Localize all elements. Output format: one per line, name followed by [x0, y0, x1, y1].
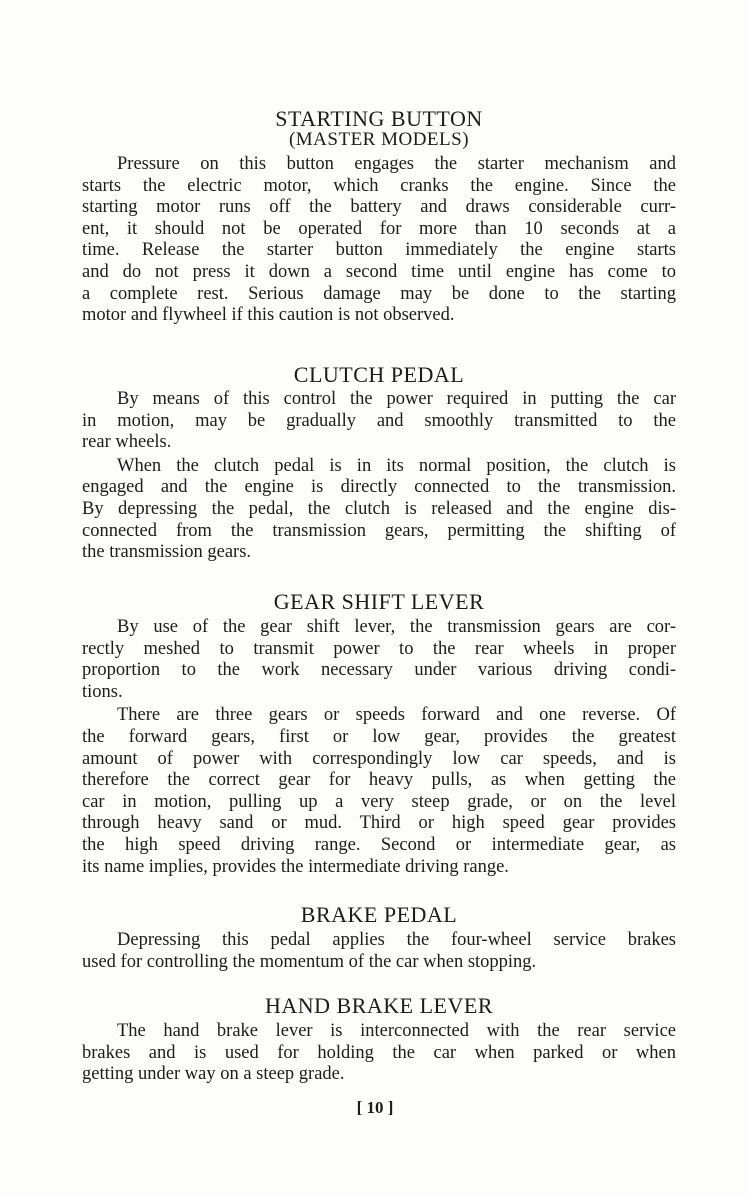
- text-line: By means of this control the power required in putting the car: [117, 389, 676, 409]
- section-starting-button: [82, 108, 676, 327]
- text-line: rectly meshed to transmit power to the rear wheels in proper: [82, 638, 676, 659]
- text-line: There are three gears or speeds forward and one reverse. Of: [117, 705, 676, 726]
- text-line: connected from the transmission gears, permitting the shifting of: [82, 520, 676, 541]
- text-line: a complete rest. Serious damage may be done to the starting: [82, 283, 676, 304]
- section-hand-brake-lever: [82, 995, 676, 1086]
- text-line: starting motor runs off the battery and draws considerable curr-: [82, 197, 676, 218]
- section-heading: BRAKE PEDAL: [300, 902, 458, 927]
- paragraph: [82, 1021, 676, 1086]
- text-line: the high speed driving range. Second or intermediate gear, as: [82, 834, 676, 855]
- text-line: engaged and the engine is directly connected to the transmission.: [82, 477, 676, 498]
- paragraph: [82, 930, 676, 973]
- section-brake-pedal: [82, 904, 676, 973]
- section-heading: GEAR SHIFT LEVER: [273, 589, 485, 614]
- text-line: proportion to the work necessary under various driving condi-: [82, 660, 676, 681]
- page-number: [ 10 ]: [356, 1098, 394, 1117]
- text-line: used for controlling the momentum of the car when stopping.: [82, 951, 537, 972]
- section-heading: CLUTCH PEDAL: [293, 362, 465, 387]
- text-line: starts the electric motor, which cranks the engine. Since the: [82, 175, 676, 196]
- text-line: time. Release the starter button immediately the engine starts: [82, 240, 676, 261]
- section-heading: STARTING BUTTON: [275, 106, 483, 131]
- text-line: therefore the correct gear for heavy pulls, as when getting the: [82, 770, 676, 791]
- text-line: ent, it should not be operated for more than 10 seconds at a: [82, 218, 676, 239]
- text-line: tions.: [82, 681, 123, 702]
- paragraph: [82, 154, 676, 327]
- section-clutch-pedal: [82, 364, 676, 564]
- paragraph: [82, 456, 676, 564]
- paragraph: [82, 617, 676, 703]
- text-line: Depressing this pedal applies the four-wheel service brakes: [117, 930, 676, 950]
- text-line: its name implies, provides the intermediate driving range.: [82, 856, 509, 877]
- text-line: amount of power with correspondingly low car speeds, and is: [82, 748, 676, 769]
- paragraph: [82, 389, 676, 454]
- text-line: car in motion, pulling up a very steep grade, or on the level: [82, 791, 676, 812]
- text-line: When the clutch pedal is in its normal position, the clutch is: [117, 455, 676, 476]
- text-line: brakes and is used for holding the car when parked or when: [82, 1042, 676, 1063]
- text-line: the transmission gears.: [82, 542, 252, 563]
- text-line: Pressure on this button engages the starter mechanism and: [117, 154, 676, 174]
- text-line: By use of the gear shift lever, the transmission gears are cor-: [117, 617, 676, 637]
- text-line: and do not press it down a second time until engine has come to: [82, 261, 676, 282]
- section-heading: HAND BRAKE LEVER: [265, 993, 493, 1018]
- section-subheading: (MASTER MODELS): [288, 129, 470, 150]
- text-line: rear wheels.: [82, 432, 172, 453]
- text-line: By depressing the pedal, the clutch is released and the engine dis-: [82, 498, 676, 519]
- text-line: getting under way on a steep grade.: [82, 1064, 345, 1085]
- text-line: in motion, may be gradually and smoothly transmitted to the: [82, 410, 676, 431]
- text-line: through heavy sand or mud. Third or high speed gear provides: [82, 813, 676, 834]
- section-gear-shift-lever: [82, 591, 676, 878]
- text-line: the forward gears, first or low gear, provides the greatest: [82, 726, 676, 747]
- text-line: The hand brake lever is interconnected with the rear service: [117, 1021, 676, 1041]
- text-line: motor and flywheel if this caution is not observed.: [82, 305, 455, 326]
- paragraph: [82, 705, 676, 878]
